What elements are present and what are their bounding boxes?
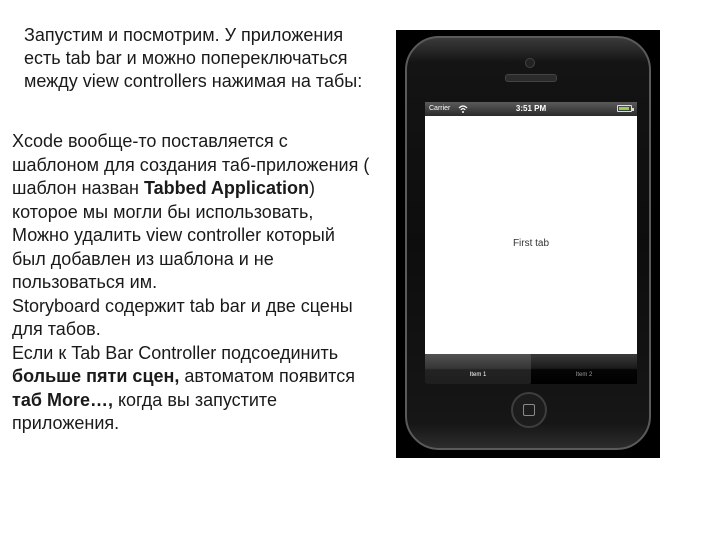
paragraph-xcode-part-1: Xcode вообще-то поставляется с шаблоном для создания таб-приложения ( шаблон назван <box>12 131 370 198</box>
tab-item-1-label: Item 1 <box>469 372 487 378</box>
home-button[interactable] <box>511 392 547 428</box>
paragraph-xcode-part-2: ) которое мы могли бы использовать, Можно удалить view controller который был добавлен из шаблона и не пользоваться им. <box>12 178 335 292</box>
intro-text: Запустим и посмотрим. У приложения есть tab bar и можно попереключаться между view controllers нажимая на табы: <box>24 25 363 91</box>
paragraph-tbc-part-2: автоматом появится <box>179 366 355 386</box>
paragraph-xcode <box>12 130 372 295</box>
tabbed-application-bold: Tabbed Application <box>143 178 309 198</box>
tab-item-2[interactable] <box>531 354 637 384</box>
paragraph-tbc-part-3: когда вы запустите приложения. <box>12 389 277 433</box>
iphone-body <box>405 36 651 450</box>
paragraph-tab-bar-controller <box>12 342 372 436</box>
tab-bar <box>425 354 637 384</box>
body-text <box>12 130 372 436</box>
carrier-label: Carrier <box>429 105 451 112</box>
iphone-screen <box>425 102 637 384</box>
home-button-icon <box>523 404 535 416</box>
tab-item-1[interactable] <box>425 354 531 384</box>
status-bar <box>425 102 637 116</box>
front-camera <box>525 58 535 68</box>
iphone-simulator-image <box>396 30 660 458</box>
first-tab-label: First tab <box>512 238 550 249</box>
paragraph-tbc-part-1: Если к Tab Bar Controller подсоединить <box>12 342 339 363</box>
earpiece-speaker <box>505 74 557 82</box>
more-tab-bold: таб More…, <box>12 389 113 410</box>
paragraph-storyboard: Storyboard содержит tab bar и две сцены для табов. <box>12 295 353 339</box>
tab-item-2-icon <box>576 359 592 369</box>
tab-item-2-label: Item 2 <box>575 372 593 378</box>
tab-item-1-icon <box>470 359 486 369</box>
battery-icon <box>617 105 632 112</box>
status-time: 3:51 PM <box>515 104 547 113</box>
more-than-five-scenes-bold: больше пяти сцен, <box>12 366 180 386</box>
